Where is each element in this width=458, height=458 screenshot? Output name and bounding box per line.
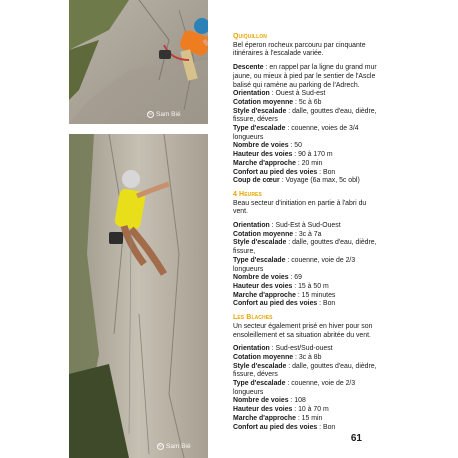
photo-bottom-climber-yellow: [69, 134, 208, 458]
info-value: : 15 à 50 m: [292, 282, 329, 290]
info-value: : 69: [288, 274, 302, 282]
section-title: Quiquillon: [233, 33, 267, 40]
section-quiquillon: [233, 33, 378, 186]
info-value: : 3c à 7a: [293, 230, 322, 238]
info-label: Hauteur des voies: [233, 151, 293, 159]
info-value: : Bon: [317, 300, 336, 308]
copyright-icon: ©: [158, 443, 163, 449]
info-row-hauteur: [233, 406, 378, 415]
info-row-style: [233, 239, 378, 256]
info-label: Orientation: [233, 222, 270, 230]
info-label: Cotation moyenne: [233, 98, 294, 106]
text-column: [233, 33, 378, 437]
info-label: Descente: [233, 64, 264, 72]
info-value: : dalle, gouttes d'eau, dièdre, fissure,: [233, 239, 377, 256]
info-label: Coup de cœur: [233, 177, 280, 185]
section-4-heures: [233, 191, 378, 309]
info-label: Confort au pied des voies: [233, 168, 318, 176]
info-value: : Sud-est/Sud-ouest: [269, 345, 333, 353]
info-label: Type d'escalade: [233, 125, 286, 133]
info-value: : couenne, voie de 2/3 longueurs: [233, 256, 356, 273]
info-label: Marche d'approche: [233, 291, 296, 299]
info-row-cotation: [233, 354, 378, 363]
info-label: Nombre de voies: [233, 142, 289, 150]
info-label: Cotation moyenne: [233, 353, 294, 361]
info-value: : 5c à 6b: [293, 98, 322, 106]
photo-credit-top: [147, 111, 181, 118]
info-row-confort: [233, 424, 378, 433]
section-intro: Bel éperon rocheux parcouru par cinquante itinéraires à l'escalade variée.: [233, 41, 366, 58]
info-label: Nombre de voies: [233, 274, 289, 282]
info-value: : dalle, gouttes d'eau, dièdre, fissure, dévers: [233, 362, 377, 379]
info-row-confort: [233, 300, 378, 309]
info-row-nombre: [233, 274, 378, 283]
info-label: Style d'escalade: [233, 362, 287, 370]
info-label: Hauteur des voies: [233, 282, 293, 290]
photo-bottom-illustration: [69, 134, 208, 458]
info-label: Orientation: [233, 90, 270, 98]
info-row-cotation: [233, 99, 378, 108]
info-row-style: [233, 363, 378, 380]
info-value: : Voyage (6a max, 5c obl): [279, 177, 360, 185]
photo-top-illustration: [69, 0, 208, 124]
info-value: : 15 minutes: [295, 291, 336, 299]
info-value: : 3c à 8b: [293, 353, 322, 361]
info-row-orientation: [233, 222, 378, 231]
info-row-marche: [233, 292, 378, 301]
section-title: 4 Heures: [233, 190, 262, 198]
info-label: Style d'escalade: [233, 107, 287, 115]
info-value: : Bon: [317, 423, 336, 431]
info-value: : Bon: [317, 168, 336, 176]
info-row-nombre: [233, 397, 378, 406]
info-value: : 50: [288, 142, 302, 150]
info-label: Nombre de voies: [233, 397, 289, 405]
info-value: : 90 à 170 m: [292, 151, 333, 159]
copyright-icon: ©: [148, 111, 153, 117]
info-value: : couenne, voie de 2/3 longueurs: [233, 380, 356, 396]
info-value: : 20 min: [295, 159, 323, 167]
info-label: Type d'escalade: [233, 256, 286, 264]
info-row-marche: [233, 415, 378, 424]
info-value: : en rappel par la ligne du grand mur jaune, ou mieux à pied par le sentier de l'Ascle balisé qui ramène au parking de l'Adrech.: [233, 64, 377, 89]
info-row-descente: [233, 64, 378, 90]
section-les-blaches: [233, 314, 378, 432]
info-value: : 108: [288, 397, 306, 405]
info-row-confort: [233, 169, 378, 178]
info-label: Confort au pied des voies: [233, 423, 318, 431]
info-label: Marche d'approche: [233, 159, 296, 167]
photo-top-climber-orange: [69, 0, 208, 124]
info-row-style: [233, 108, 378, 125]
info-label: Hauteur des voies: [233, 406, 293, 414]
info-row-orientation: [233, 345, 378, 354]
info-value: : 10 à 70 m: [292, 406, 329, 414]
info-row-hauteur: [233, 151, 378, 160]
info-value: : dalle, gouttes d'eau, dièdre, fissure, dévers: [233, 107, 377, 124]
info-row-marche: [233, 160, 378, 169]
info-row-cotation: [233, 231, 378, 240]
info-label: Confort au pied des voies: [233, 300, 318, 308]
info-value: : 15 min: [295, 414, 323, 422]
info-label: Style d'escalade: [233, 239, 287, 247]
info-label: Type d'escalade: [233, 380, 286, 388]
info-row-type: [233, 257, 378, 274]
photo-credit-bottom: [157, 443, 191, 450]
section-intro: Un secteur également prisé en hiver pour son ensoleillement et sa situation abritée du vent.: [233, 322, 373, 339]
info-row-type: [233, 380, 378, 397]
info-value: : Sud-Est à Sud-Ouest: [269, 222, 341, 230]
photo-credit-bottom-text: Sam Bié: [166, 443, 191, 450]
info-row-nombre: [233, 142, 378, 151]
info-label: Marche d'approche: [233, 414, 296, 422]
photo-credit-top-text: Sam Bié: [156, 111, 181, 118]
info-value: : Ouest à Sud-est: [269, 90, 326, 98]
info-label: Orientation: [233, 345, 270, 353]
info-row-type: [233, 125, 378, 142]
page-number: 61: [350, 433, 362, 444]
info-value: : couenne, voies de 3/4 longueurs: [233, 125, 359, 141]
info-row-orientation: [233, 90, 378, 99]
info-row-hauteur: [233, 283, 378, 292]
info-row-coup-de-coeur: [233, 177, 378, 186]
section-intro: Beau secteur d'initiation en partie à l'abri du vent.: [233, 199, 367, 216]
section-title: Les Blaches: [233, 314, 273, 322]
info-label: Cotation moyenne: [233, 230, 294, 238]
